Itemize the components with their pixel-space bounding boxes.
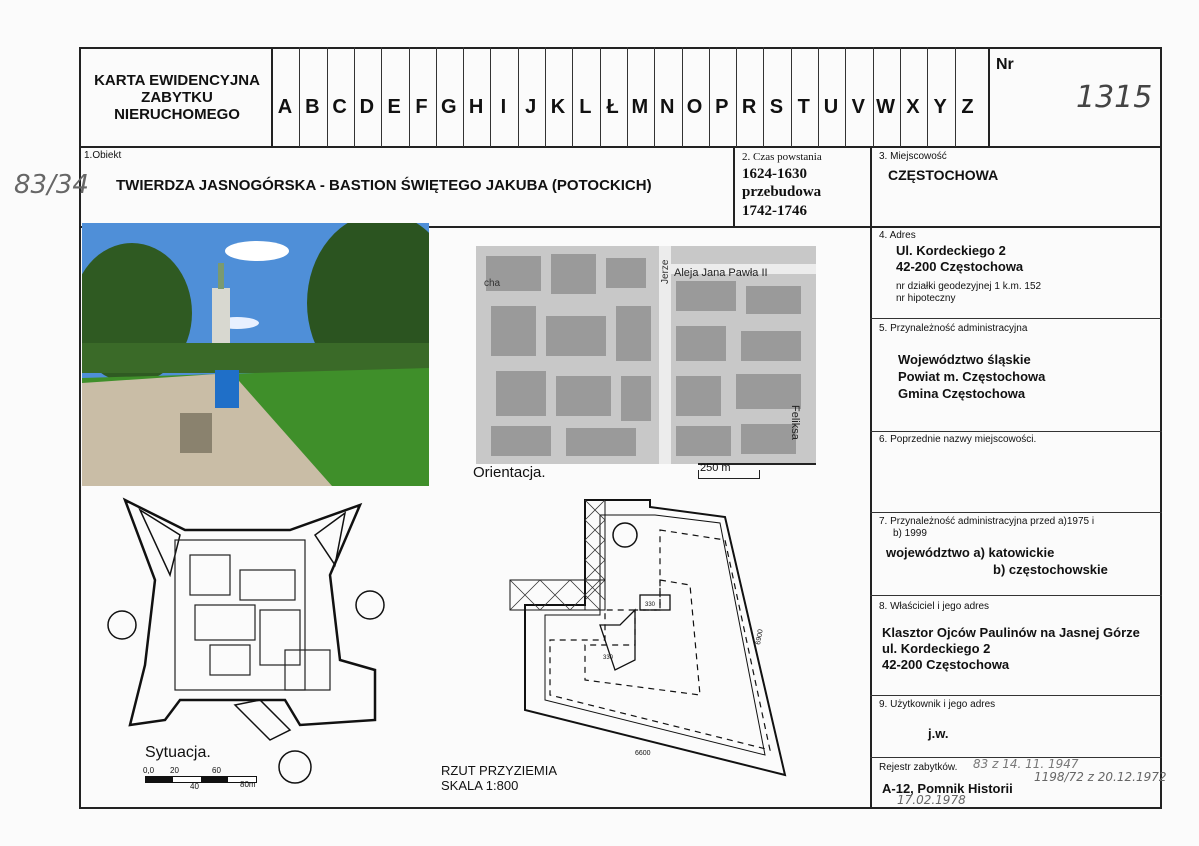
letter-cell: Y bbox=[933, 96, 947, 118]
letter-divider bbox=[463, 47, 464, 147]
owner-line1: Klasztor Ojców Paulinów na Jasnej Górze bbox=[882, 625, 1140, 640]
row6-divider bbox=[870, 512, 1162, 513]
floor-plan-dim1: 6600 bbox=[635, 750, 651, 757]
photo-statue bbox=[218, 263, 224, 289]
owner-label: 8. Właściciel i jego adres bbox=[879, 601, 990, 612]
user-label: 9. Użytkownik i jego adres bbox=[879, 699, 996, 710]
letter-divider bbox=[682, 47, 683, 147]
admin-line1: Województwo śląskie bbox=[898, 352, 1031, 367]
map-street-feliksa: Feliksa bbox=[789, 405, 801, 440]
admin-before-line2: b) częstochowskie bbox=[993, 562, 1108, 577]
admin-label: 5. Przynależność administracyjna bbox=[879, 323, 1028, 334]
letter-divider bbox=[381, 47, 382, 147]
site-plan bbox=[100, 495, 400, 785]
letter-cell: R bbox=[741, 96, 757, 118]
letter-cell: A bbox=[277, 96, 293, 118]
right-column-divider bbox=[870, 146, 872, 809]
card-title: KARTA EWIDENCYJNA ZABYTKU NIERUCHOMEGO bbox=[94, 72, 260, 123]
floor-plan-caption1: RZUT PRZYZIEMIA bbox=[441, 763, 558, 778]
letter-divider bbox=[572, 47, 573, 147]
letter-cell: Ł bbox=[606, 96, 619, 118]
register-hand3: 17.02.1978 bbox=[897, 793, 966, 807]
address-parcel: nr działki geodezyjnej 1 k.m. 152 bbox=[896, 281, 1042, 292]
letter-divider bbox=[436, 47, 437, 147]
floor-plan bbox=[505, 495, 800, 785]
letter-divider bbox=[545, 47, 546, 147]
letter-divider bbox=[873, 47, 874, 147]
letter-divider bbox=[490, 47, 491, 147]
place-label: 3. Miejscowość bbox=[879, 151, 947, 162]
letter-divider bbox=[955, 47, 956, 147]
monument-photo bbox=[82, 223, 429, 486]
object-label: 1.Obiekt bbox=[84, 150, 122, 161]
time-label: 2. Czas powstania bbox=[742, 151, 822, 163]
orientation-map bbox=[476, 246, 816, 464]
floor-plan-caption2: SKALA 1:800 bbox=[441, 778, 519, 793]
register-hand1: 83 z 14. 11. 1947 bbox=[973, 757, 1079, 771]
floor-plan-dim2: 6900 bbox=[755, 628, 765, 646]
letter-divider bbox=[409, 47, 410, 147]
letter-cell: C bbox=[332, 96, 347, 118]
letter-divider bbox=[927, 47, 928, 147]
letter-divider bbox=[354, 47, 355, 147]
site-plan-scale-80: 80m bbox=[240, 780, 256, 789]
letter-divider bbox=[736, 47, 737, 147]
register-label: Rejestr zabytków. bbox=[879, 762, 958, 773]
letter-cell: N bbox=[659, 96, 675, 118]
time-divider bbox=[733, 146, 735, 226]
letter-cell: S bbox=[769, 96, 784, 118]
photo-bin bbox=[215, 370, 239, 408]
letter-divider bbox=[791, 47, 792, 147]
letter-divider bbox=[327, 47, 328, 147]
site-plan-scale-60: 60 bbox=[212, 766, 221, 775]
letter-cell: U bbox=[823, 96, 839, 118]
map-caption: Orientacja. bbox=[473, 464, 546, 481]
photo-hedge bbox=[82, 343, 429, 373]
letter-cell: I bbox=[500, 96, 507, 118]
floor-plan-room2: 330 bbox=[603, 655, 614, 661]
letter-cell: F bbox=[415, 96, 428, 118]
photo-bench bbox=[180, 413, 212, 453]
place-value: CZĘSTOCHOWA bbox=[888, 167, 999, 183]
site-plan-compass-right bbox=[356, 591, 384, 619]
letter-cell: G bbox=[441, 96, 457, 118]
letter-cell: J bbox=[525, 96, 537, 118]
object-name: TWIERDZA JASNOGÓRSKA - BASTION ŚWIĘTEGO JAKUBA (POTOCKICH) bbox=[116, 177, 652, 194]
letter-cell: W bbox=[876, 96, 896, 118]
address-mortgage: nr hipoteczny bbox=[896, 293, 956, 304]
letter-divider bbox=[627, 47, 628, 147]
time-line1: 1624-1630 bbox=[742, 166, 807, 182]
header-divider bbox=[79, 146, 1162, 148]
letter-cell: Z bbox=[961, 96, 974, 118]
letter-cell: X bbox=[906, 96, 920, 118]
letter-divider bbox=[654, 47, 655, 147]
site-plan-scale-40: 40 bbox=[190, 782, 199, 791]
photo-monument bbox=[212, 288, 230, 348]
letter-cell: L bbox=[579, 96, 592, 118]
letter-cell: D bbox=[359, 96, 375, 118]
photo-cloud bbox=[225, 241, 289, 261]
letter-divider bbox=[818, 47, 819, 147]
nr-divider bbox=[988, 47, 990, 147]
admin-before-line1: województwo a) katowickie bbox=[886, 545, 1055, 560]
site-plan-pond bbox=[279, 751, 311, 783]
letter-divider bbox=[845, 47, 846, 147]
nr-label: Nr bbox=[996, 56, 1014, 73]
owner-line2: ul. Kordeckiego 2 bbox=[882, 641, 991, 656]
register-hand2: 1198/72 z 20.12.1972 bbox=[1034, 770, 1167, 784]
floor-plan-room1: 330 bbox=[645, 602, 656, 608]
owner-line3: 42-200 Częstochowa bbox=[882, 657, 1010, 672]
row5-divider bbox=[870, 431, 1162, 432]
row4-divider bbox=[870, 318, 1162, 319]
letter-divider bbox=[900, 47, 901, 147]
site-plan-caption: Sytuacja. bbox=[145, 744, 211, 761]
letter-cell: O bbox=[686, 96, 703, 118]
letter-divider bbox=[518, 47, 519, 147]
admin-before-label1: 7. Przynależność administracyjna przed a)1975 i bbox=[879, 516, 1095, 527]
site-plan-outline bbox=[125, 500, 375, 725]
row7-divider bbox=[870, 595, 1162, 596]
letter-divider bbox=[709, 47, 710, 147]
map-street-cha: cha bbox=[484, 278, 501, 289]
letter-cell: P bbox=[715, 96, 729, 118]
time-line2: przebudowa bbox=[742, 184, 822, 200]
letter-cell: E bbox=[387, 96, 401, 118]
address-label: 4. Adres bbox=[879, 230, 916, 241]
letter-divider bbox=[600, 47, 601, 147]
register-value: A-12, Pomnik Historii bbox=[882, 781, 1013, 796]
letter-divider bbox=[299, 47, 300, 147]
admin-before-label2: b) 1999 bbox=[893, 528, 927, 539]
letter-cell: K bbox=[550, 96, 566, 118]
address-line1: Ul. Kordeckiego 2 bbox=[896, 243, 1006, 258]
map-scale-label: 250 m bbox=[700, 462, 731, 474]
admin-line2: Powiat m. Częstochowa bbox=[898, 369, 1046, 384]
admin-line3: Gmina Częstochowa bbox=[898, 386, 1026, 401]
map-street-aleja: Aleja Jana Pawła II bbox=[674, 267, 768, 279]
site-plan-scale-20: 20 bbox=[170, 766, 179, 775]
address-line2: 42-200 Częstochowa bbox=[896, 259, 1024, 274]
site-plan-compass-left bbox=[108, 611, 136, 639]
map-street-jerze: Jerze bbox=[660, 259, 671, 284]
letter-cell: B bbox=[305, 96, 320, 118]
row8-divider bbox=[870, 695, 1162, 696]
letter-cell: M bbox=[631, 96, 649, 118]
user-value: j.w. bbox=[928, 726, 949, 741]
time-line3: 1742-1746 bbox=[742, 203, 807, 219]
letter-cell: H bbox=[468, 96, 484, 118]
prev-names-label: 6. Poprzednie nazwy miejscowości. bbox=[879, 434, 1037, 445]
letter-cell: T bbox=[797, 96, 810, 118]
letter-cell: V bbox=[851, 96, 865, 118]
margin-note: 83/34 bbox=[14, 170, 89, 200]
letter-divider bbox=[763, 47, 764, 147]
site-plan-scale-0: 0,0 bbox=[143, 766, 155, 775]
nr-value: 1315 bbox=[1076, 80, 1153, 115]
